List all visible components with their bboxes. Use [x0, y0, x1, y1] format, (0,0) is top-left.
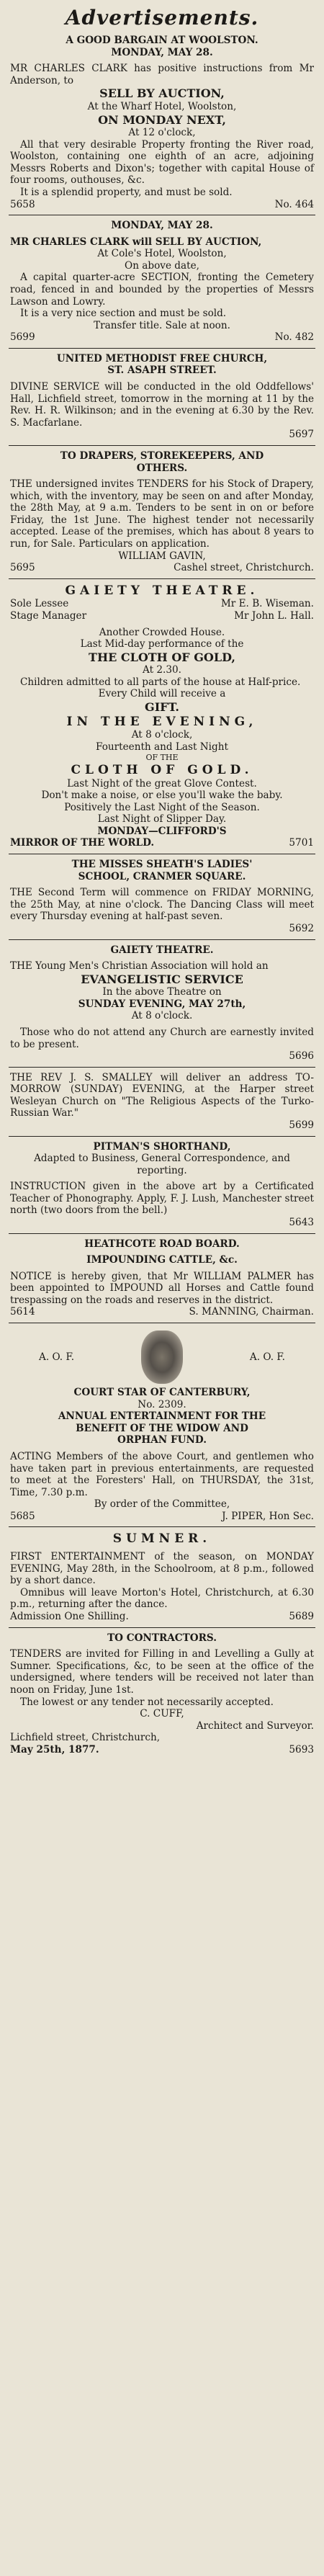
lessee-label: Sole Lessee [10, 598, 69, 610]
ad-signature: WILLIAM GAVIN, [118, 550, 206, 562]
ad-text: FIRST ENTERTAINMENT of the season, on MONDAY EVENING, May 28th, in the Schoolroom, at 8 p.m., followed by a short dance. [10, 1551, 314, 1587]
ad-line: Children admitted to all parts of the house at Half-price. [20, 676, 301, 688]
ad-heading: ORPHAN FUND. [117, 1434, 207, 1446]
ad-address: Cashel street, Christchurch. [174, 562, 314, 574]
ad-ref: 5701 [289, 837, 314, 849]
ad-line: MR CHARLES CLARK has positive instructions from Mr Anderson, to [10, 63, 314, 86]
ad-ymca-service [9, 944, 315, 1063]
ad-heading: ST. ASAPH STREET. [107, 365, 217, 377]
ad-text: TENDERS are invited for Filling in and Levelling a Gully at Sumner. Specifications, &c, to be seen at the office of the undersigned, where tenders will be received not later than noon on Friday, June 1st. [10, 1648, 314, 1696]
ad-ref: 5695 [10, 562, 35, 574]
ad-line: A capital quarter-acre SECTION, fronting the Cemetery road, fenced in and bounded by the properties of Messrs Lawson and Lowry. [10, 272, 314, 308]
ad-text: ACTING Members of the above Court, and gentlemen who have taken part in previous entertainments, are requested to meet at the Foresters' Hall, on THURSDAY, the 31st, Time, 7.30 p.m. [10, 1450, 314, 1498]
ad-line: ON MONDAY NEXT, [98, 112, 226, 127]
ad-heading: THE MISSES SHEATH'S LADIES' [71, 859, 253, 871]
ad-heading: HEATHCOTE ROAD BOARD. [84, 1238, 240, 1250]
ad-line: GIFT. [145, 700, 179, 715]
ad-line: Every Child will receive a [98, 688, 226, 700]
divider [9, 1136, 315, 1137]
ad-text: NOTICE is hereby given, that Mr WILLIAM PALMER has been appointed to IMPOUND all Horses and Cattle found trespassing on the roads and reserves in the district. [10, 1270, 314, 1306]
ad-heading: COURT STAR OF CANTERBURY, [73, 1387, 251, 1399]
ad-line: It is a very nice section and must be sold. [20, 308, 227, 320]
ad-heading: OTHERS. [136, 462, 188, 474]
aof-label-left: A. O. F. [39, 1351, 75, 1363]
ad-line: THE CLOTH OF GOLD, [89, 650, 235, 664]
ad-line: Fourteenth and Last Night [96, 741, 228, 753]
ad-line: Last Night of Slipper Day. [97, 813, 227, 826]
ad-smalley-address [9, 1072, 315, 1132]
ad-line: SELL BY AUCTION, [99, 86, 225, 101]
ad-drapers-tender [9, 450, 315, 574]
ad-closing: Those who do not attend any Church are earnestly invited to be present. [10, 1026, 314, 1050]
ad-line: In the above Theatre on [102, 986, 222, 998]
ad-ref: 5614 [10, 1306, 35, 1318]
ad-heading: UNITED METHODIST FREE CHURCH, [56, 352, 268, 365]
ad-line: At 8 o'clock. [131, 1010, 193, 1022]
ad-line: All that very desirable Property fronting the River road, Woolston, containing one eighth of an acre, adjoining Messrs Roberts and Dixon's; together with capital House of four rooms, outhouses, &c. [10, 138, 314, 187]
ad-ref-no: No. 464 [274, 198, 314, 210]
manager-name: Mr John L. Hall. [234, 610, 314, 622]
ad-ref-no: No. 482 [274, 331, 314, 344]
ad-title: EVANGELISTIC SERVICE [81, 972, 243, 986]
ad-line: At the Wharf Hotel, Woolston, [87, 100, 237, 112]
divider [9, 1067, 315, 1068]
ad-line: At 2.30. [143, 664, 181, 676]
ad-ref: 5692 [289, 922, 314, 934]
ad-gaiety-theatre [9, 583, 315, 849]
ad-ref: 5689 [289, 1611, 314, 1623]
divider [9, 939, 315, 940]
ad-line: On above date, [125, 259, 199, 272]
ad-heading: ANNUAL ENTERTAINMENT FOR THE [58, 1410, 266, 1423]
divider [9, 578, 315, 579]
advertisement-page [9, 0, 315, 1756]
ad-heading: No. 2309. [138, 1398, 186, 1410]
ad-ref: 5685 [10, 1510, 35, 1522]
ad-ref: 5696 [289, 1050, 314, 1063]
ad-ref: 5693 [289, 1743, 314, 1756]
ad-ref: 5699 [10, 331, 35, 344]
ad-date: MONDAY, MAY 28. [111, 46, 213, 58]
ad-ref: 5699 [289, 1119, 314, 1131]
ad-line: MR CHARLES CLARK will SELL BY AUCTION, [10, 236, 262, 248]
ad-heading: GAIETY THEATRE. [110, 944, 214, 956]
ad-heathcote-road-board [9, 1238, 315, 1318]
masthead: Advertisements. [65, 6, 259, 30]
ad-text: DIVINE SERVICE will be conducted in the old Oddfellows' Hall, Lichfield street, tomorrow in the morning at 11 by the Rev. H. R. Wilkinson; and in the evening at 6.30 by the Rev. S. Macfarlane. [10, 381, 314, 429]
ad-sheath-school [9, 859, 315, 934]
ad-woolston-bargain [9, 35, 315, 210]
ad-line: Another Crowded House. [99, 626, 225, 638]
ad-contractors-tender [9, 1632, 315, 1756]
ad-ref: 5658 [10, 198, 35, 210]
ad-line: At 12 o'clock, [128, 127, 196, 139]
ad-address: Lichfield street, Christchurch, [10, 1732, 161, 1744]
divider [9, 1627, 315, 1628]
ad-line: Last Mid-day performance of the [80, 638, 244, 650]
ad-heading: TO DRAPERS, STOREKEEPERS, AND [60, 450, 264, 462]
ad-line: At Cole's Hotel, Woolston, [97, 248, 227, 260]
ad-heading: GAIETY THEATRE. [65, 583, 259, 598]
ad-text: THE Second Term will commence on FRIDAY MORNING, the 25th May, at nine o'clock. The Dancing Class will meet every Thursday evening at half-past seven. [10, 887, 314, 923]
ad-line: IN THE EVENING, [66, 714, 258, 729]
ad-ref: 5643 [289, 1217, 314, 1229]
ad-heading: TO CONTRACTORS. [107, 1632, 217, 1644]
ad-pitman-shorthand [9, 1141, 315, 1229]
divider [9, 1526, 315, 1527]
foresters-emblem-icon [141, 1331, 183, 1384]
ad-line: MONDAY—CLIFFORD'S [97, 825, 227, 837]
ad-line: It is a splendid property, and must be sold. [20, 186, 233, 198]
ad-admission: Admission One Shilling. [10, 1611, 129, 1623]
manager-label: Stage Manager [10, 610, 87, 622]
ad-heading: MONDAY, MAY 28. [111, 220, 213, 232]
ad-ref: 5697 [289, 429, 314, 441]
ad-date: May 25th, 1877. [10, 1743, 99, 1756]
ad-heading: SUMNER. [112, 1531, 212, 1547]
ad-heading: BENEFIT OF THE WIDOW AND [76, 1422, 248, 1434]
ad-heading: PITMAN'S SHORTHAND, [93, 1140, 231, 1153]
aof-label-right: A. O. F. [249, 1351, 285, 1363]
ad-text: THE Young Men's Christian Association will hold an [10, 960, 269, 972]
ad-title: Architect and Surveyor. [196, 1719, 314, 1732]
ad-signature: S. MANNING, Chairman. [189, 1306, 314, 1318]
ad-heading: A GOOD BARGAIN AT WOOLSTON. [66, 35, 258, 47]
ad-text: Omnibus will leave Morton's Hotel, Christchurch, at 6.30 p.m., returning after the dance. [10, 1586, 314, 1611]
divider [9, 445, 315, 446]
ad-sumner-entertainment [9, 1531, 315, 1622]
ad-court-star [9, 1328, 315, 1522]
ad-line: CLOTH OF GOLD. [71, 762, 253, 777]
ad-name: C. CUFF, [140, 1708, 184, 1720]
ad-subheading: IMPOUNDING CATTLE, &c. [86, 1254, 238, 1266]
lessee-name: Mr E. B. Wiseman. [220, 598, 314, 610]
ad-line: MIRROR OF THE WORLD. [10, 837, 155, 849]
ad-signature: J. PIPER, Hon Sec. [222, 1510, 314, 1522]
ad-line: OF THE [145, 753, 179, 763]
ad-order: By order of the Committee, [94, 1498, 230, 1511]
ad-text: THE undersigned invites TENDERS for his Stock of Drapery, which, with the inventory, may be seen on and after Monday, the 28th May, at 9 a.m. Tenders to be sent in on or before Friday, the 1st June. The highest tender not necessarily accepted. Lease of the premises, which has about 8 years to run, for Sale. Particulars on application. [10, 478, 314, 550]
ad-clark-section [9, 220, 315, 344]
divider [9, 1233, 315, 1234]
ad-line: Positively the Last Night of the Season. [64, 801, 260, 813]
ad-text: INSTRUCTION given in the above art by a Certificated Teacher of Phonography. Apply, F. J. Lush, Manchester street north (two doors from the bell.) [10, 1181, 314, 1217]
ad-line: SUNDAY EVENING, MAY 27th, [78, 998, 246, 1010]
ad-methodist-church [9, 353, 315, 441]
divider [9, 348, 315, 349]
ad-text: The lowest or any tender not necessarily accepted. [20, 1696, 274, 1708]
ad-line: Adapted to Business, General Correspondence, and reporting. [34, 1153, 290, 1176]
ad-line: At 8 o'clock, [131, 729, 193, 741]
ad-line: Transfer title. Sale at noon. [94, 319, 230, 331]
ad-line: Last Night of the great Glove Contest. [67, 777, 257, 790]
ad-text: THE REV J. S. SMALLEY will deliver an address TO-MORROW (SUNDAY) EVENING, at the Harper street Wesleyan Church on "The Religious Aspects of the Turko-Russian War." [10, 1071, 314, 1119]
ad-line: Don't make a noise, or else you'll wake the baby. [41, 790, 283, 802]
ad-heading: SCHOOL, CRANMER SQUARE. [78, 870, 246, 882]
